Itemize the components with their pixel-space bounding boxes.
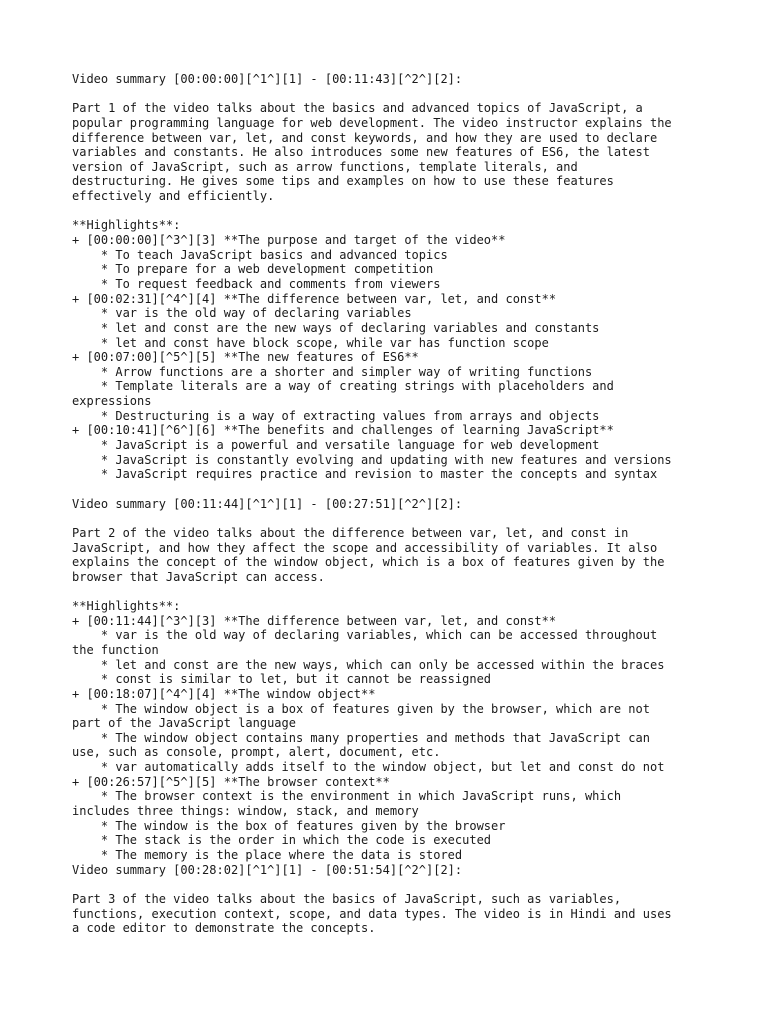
blank-line (72, 511, 712, 526)
text-line: + [00:18:07][^4^][4] **The window object** (72, 686, 376, 701)
text-line: variables and constants. He also introduces some new features of ES6, the latest (72, 145, 650, 160)
text-line: * The window object is a box of features given by the browser, which are not (72, 701, 650, 716)
text-line: * JavaScript is a powerful and versatile language for web development (72, 438, 600, 453)
text-line: * JavaScript requires practice and revision to master the concepts and syntax (72, 467, 658, 482)
text-line: * Template literals are a way of creating strings with placeholders and (72, 379, 614, 394)
text-line: + [00:02:31][^4^][4] **The difference between var, let, and const** (72, 291, 557, 306)
text-line: part of the JavaScript language (72, 716, 296, 731)
text-line: * Destructuring is a way of extracting values from arrays and objects (72, 408, 600, 423)
blank-line (72, 482, 712, 497)
text-line: JavaScript, and how they affect the scope and accessibility of variables. It also (72, 540, 658, 555)
text-line: Part 2 of the video talks about the difference between var, let, and const in (72, 525, 629, 540)
text-line: * The browser context is the environment in which JavaScript runs, which (72, 789, 622, 804)
text-line: Video summary [00:00:00][^1^][1] - [00:11:43][^2^][2]: (72, 72, 463, 86)
blank-line (72, 877, 712, 892)
text-line: * To teach JavaScript basics and advanced topics (72, 247, 448, 262)
text-line: * JavaScript is constantly evolving and updating with new features and versions (72, 452, 672, 467)
text-line: browser that JavaScript can access. (72, 569, 325, 584)
text-line: + [00:26:57][^5^][5] **The browser context** (72, 774, 390, 789)
text-line: * var is the old way of declaring variables (72, 306, 412, 321)
text-line: a code editor to demonstrate the concepts. (72, 921, 376, 936)
text-line: * Arrow functions are a shorter and simpler way of writing functions (72, 364, 593, 379)
text-line: * let and const have block scope, while var has function scope (72, 335, 549, 350)
text-line: Video summary [00:28:02][^1^][1] - [00:51:54][^2^][2]: (72, 862, 463, 877)
text-line: * let and const are the new ways of declaring variables and constants (72, 320, 600, 335)
text-line: **Highlights**: (72, 218, 181, 233)
text-line: Part 1 of the video talks about the basics and advanced topics of JavaScript, a (72, 101, 643, 116)
blank-line (72, 584, 712, 599)
text-line: * The window is the box of features given by the browser (72, 818, 506, 833)
text-line: * var is the old way of declaring variables, which can be accessed throughout (72, 628, 658, 643)
text-line: explains the concept of the window object, which is a box of features given by the (72, 555, 665, 570)
text-line: version of JavaScript, such as arrow functions, template literals, and (72, 159, 578, 174)
text-line: * const is similar to let, but it cannot be reassigned (72, 672, 492, 687)
text-line: * The window object contains many properties and methods that JavaScript can (72, 730, 650, 745)
text-line: popular programming language for web development. The video instructor explains the (72, 115, 672, 130)
text-line: * let and const are the new ways, which can only be accessed within the braces (72, 657, 665, 672)
text-line: + [00:00:00][^3^][3] **The purpose and target of the video** (72, 233, 506, 248)
document-text (72, 72, 712, 936)
text-line: expressions (72, 394, 152, 409)
text-line: **Highlights**: (72, 599, 181, 614)
blank-line (72, 204, 712, 219)
text-line: includes three things: window, stack, and memory (72, 804, 419, 819)
text-line: + [00:07:00][^5^][5] **The new features of ES6** (72, 350, 419, 365)
text-line: + [00:10:41][^6^][6] **The benefits and challenges of learning JavaScript** (72, 423, 614, 438)
text-line: use, such as console, prompt, alert, document, etc. (72, 745, 441, 760)
blank-line (72, 87, 712, 102)
text-line: the function (72, 642, 159, 657)
text-line: * The memory is the place where the data is stored (72, 847, 463, 862)
text-line: difference between var, let, and const keywords, and how they are used to declare (72, 130, 658, 145)
text-line: Video summary [00:11:44][^1^][1] - [00:27:51][^2^][2]: (72, 496, 463, 511)
text-line: * var automatically adds itself to the window object, but let and const do not (72, 760, 665, 775)
text-line: destructuring. He gives some tips and examples on how to use these features (72, 174, 614, 189)
text-line: * To prepare for a web development competition (72, 262, 434, 277)
text-line: * The stack is the order in which the code is executed (72, 833, 492, 848)
text-line: functions, execution context, scope, and data types. The video is in Hindi and uses (72, 906, 672, 921)
text-line: * To request feedback and comments from viewers (72, 276, 441, 291)
text-line: + [00:11:44][^3^][3] **The difference between var, let, and const** (72, 613, 557, 628)
text-line: effectively and efficiently. (72, 189, 275, 204)
text-line: Part 3 of the video talks about the basics of JavaScript, such as variables, (72, 891, 622, 906)
